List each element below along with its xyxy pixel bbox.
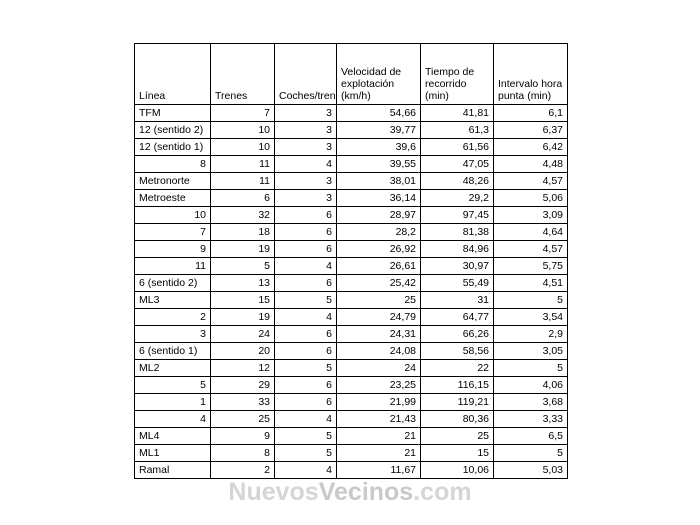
cell-coches-tren: 4 — [275, 258, 337, 275]
cell-velocidad: 36,14 — [337, 190, 421, 207]
table-row — [135, 258, 568, 275]
cell-tiempo: 30,97 — [421, 258, 494, 275]
table-header — [135, 44, 568, 105]
table-row — [135, 462, 568, 479]
table-row — [135, 326, 568, 343]
cell-linea: 10 — [135, 207, 211, 224]
cell-intervalo: 3,68 — [494, 394, 568, 411]
cell-linea: 1 — [135, 394, 211, 411]
cell-coches-tren: 6 — [275, 343, 337, 360]
cell-coches-tren: 6 — [275, 326, 337, 343]
cell-trenes: 25 — [211, 411, 275, 428]
table-row — [135, 275, 568, 292]
cell-trenes: 8 — [211, 445, 275, 462]
table-row — [135, 292, 568, 309]
cell-trenes: 2 — [211, 462, 275, 479]
cell-linea: ML1 — [135, 445, 211, 462]
cell-velocidad: 24,31 — [337, 326, 421, 343]
table-row — [135, 207, 568, 224]
cell-coches-tren: 4 — [275, 411, 337, 428]
table-row — [135, 224, 568, 241]
table-row — [135, 360, 568, 377]
cell-linea: 6 (sentido 2) — [135, 275, 211, 292]
cell-intervalo: 6,5 — [494, 428, 568, 445]
cell-intervalo: 4,06 — [494, 377, 568, 394]
cell-velocidad: 39,6 — [337, 139, 421, 156]
cell-tiempo: 58,56 — [421, 343, 494, 360]
metro-lines-table — [134, 43, 568, 479]
cell-velocidad: 23,25 — [337, 377, 421, 394]
table-row — [135, 241, 568, 258]
watermark-part1: Nuevos — [228, 478, 319, 506]
cell-tiempo: 84,96 — [421, 241, 494, 258]
table-row — [135, 105, 568, 122]
cell-trenes: 7 — [211, 105, 275, 122]
cell-trenes: 9 — [211, 428, 275, 445]
table-row — [135, 190, 568, 207]
cell-velocidad: 25,42 — [337, 275, 421, 292]
cell-trenes: 13 — [211, 275, 275, 292]
cell-tiempo: 48,26 — [421, 173, 494, 190]
cell-intervalo: 4,64 — [494, 224, 568, 241]
table-row — [135, 445, 568, 462]
cell-coches-tren: 5 — [275, 360, 337, 377]
cell-linea: 11 — [135, 258, 211, 275]
watermark-part3: .com — [413, 478, 472, 506]
table-row — [135, 309, 568, 326]
cell-trenes: 12 — [211, 360, 275, 377]
table-row — [135, 411, 568, 428]
cell-linea: 9 — [135, 241, 211, 258]
cell-tiempo: 22 — [421, 360, 494, 377]
table-row — [135, 139, 568, 156]
cell-linea: TFM — [135, 105, 211, 122]
cell-intervalo: 4,57 — [494, 173, 568, 190]
cell-tiempo: 55,49 — [421, 275, 494, 292]
cell-coches-tren: 3 — [275, 122, 337, 139]
cell-trenes: 11 — [211, 173, 275, 190]
table-row — [135, 377, 568, 394]
cell-trenes: 15 — [211, 292, 275, 309]
cell-trenes: 18 — [211, 224, 275, 241]
cell-coches-tren: 3 — [275, 190, 337, 207]
cell-intervalo: 5,75 — [494, 258, 568, 275]
cell-coches-tren: 4 — [275, 309, 337, 326]
cell-linea: 4 — [135, 411, 211, 428]
watermark-part2: Vecinos — [318, 478, 414, 506]
cell-trenes: 24 — [211, 326, 275, 343]
column-header-coches-tren: Coches/tren — [275, 44, 337, 105]
cell-tiempo: 64,77 — [421, 309, 494, 326]
column-header-intervalo-hora-punta: Intervalo hora punta (min) — [494, 44, 568, 105]
cell-velocidad: 54,66 — [337, 105, 421, 122]
cell-velocidad: 21,99 — [337, 394, 421, 411]
cell-intervalo: 4,57 — [494, 241, 568, 258]
cell-intervalo: 5,06 — [494, 190, 568, 207]
cell-intervalo: 4,48 — [494, 156, 568, 173]
table-row — [135, 428, 568, 445]
table-row — [135, 394, 568, 411]
cell-coches-tren: 5 — [275, 445, 337, 462]
cell-tiempo: 116,15 — [421, 377, 494, 394]
cell-coches-tren: 5 — [275, 428, 337, 445]
table-row — [135, 343, 568, 360]
cell-trenes: 10 — [211, 122, 275, 139]
cell-trenes: 32 — [211, 207, 275, 224]
cell-velocidad: 28,2 — [337, 224, 421, 241]
cell-intervalo: 2,9 — [494, 326, 568, 343]
cell-tiempo: 25 — [421, 428, 494, 445]
cell-tiempo: 80,36 — [421, 411, 494, 428]
cell-intervalo: 3,09 — [494, 207, 568, 224]
cell-coches-tren: 6 — [275, 224, 337, 241]
cell-coches-tren: 3 — [275, 105, 337, 122]
table-row — [135, 156, 568, 173]
cell-tiempo: 66,26 — [421, 326, 494, 343]
cell-linea: 2 — [135, 309, 211, 326]
table-row — [135, 173, 568, 190]
cell-trenes: 5 — [211, 258, 275, 275]
cell-trenes: 19 — [211, 241, 275, 258]
cell-linea: 3 — [135, 326, 211, 343]
column-header-linea: Línea — [135, 44, 211, 105]
cell-tiempo: 47,05 — [421, 156, 494, 173]
cell-coches-tren: 4 — [275, 156, 337, 173]
cell-linea: Ramal — [135, 462, 211, 479]
cell-velocidad: 38,01 — [337, 173, 421, 190]
cell-coches-tren: 4 — [275, 462, 337, 479]
cell-velocidad: 24,79 — [337, 309, 421, 326]
cell-intervalo: 6,42 — [494, 139, 568, 156]
cell-linea: ML3 — [135, 292, 211, 309]
cell-velocidad: 21 — [337, 428, 421, 445]
cell-velocidad: 21 — [337, 445, 421, 462]
cell-velocidad: 26,61 — [337, 258, 421, 275]
cell-velocidad: 28,97 — [337, 207, 421, 224]
cell-linea: 12 (sentido 1) — [135, 139, 211, 156]
cell-intervalo: 6,1 — [494, 105, 568, 122]
cell-linea: Metronorte — [135, 173, 211, 190]
cell-coches-tren: 3 — [275, 139, 337, 156]
cell-trenes: 19 — [211, 309, 275, 326]
cell-tiempo: 97,45 — [421, 207, 494, 224]
cell-linea: ML4 — [135, 428, 211, 445]
cell-velocidad: 21,43 — [337, 411, 421, 428]
cell-intervalo: 5 — [494, 445, 568, 462]
column-header-tiempo-recorrido: Tiempo de recorrido (min) — [421, 44, 494, 105]
cell-velocidad: 39,77 — [337, 122, 421, 139]
table-header-row — [135, 44, 568, 105]
cell-coches-tren: 3 — [275, 173, 337, 190]
cell-tiempo: 15 — [421, 445, 494, 462]
cell-intervalo: 5,03 — [494, 462, 568, 479]
cell-trenes: 20 — [211, 343, 275, 360]
table-body — [135, 105, 568, 479]
cell-tiempo: 61,56 — [421, 139, 494, 156]
cell-intervalo: 6,37 — [494, 122, 568, 139]
cell-intervalo: 5 — [494, 292, 568, 309]
cell-trenes: 11 — [211, 156, 275, 173]
cell-coches-tren: 6 — [275, 275, 337, 292]
cell-trenes: 29 — [211, 377, 275, 394]
watermark — [0, 478, 700, 507]
cell-trenes: 6 — [211, 190, 275, 207]
cell-coches-tren: 6 — [275, 394, 337, 411]
cell-intervalo: 3,54 — [494, 309, 568, 326]
cell-coches-tren: 6 — [275, 241, 337, 258]
cell-velocidad: 24 — [337, 360, 421, 377]
cell-linea: ML2 — [135, 360, 211, 377]
cell-tiempo: 61,3 — [421, 122, 494, 139]
cell-velocidad: 26,92 — [337, 241, 421, 258]
cell-linea: Metroeste — [135, 190, 211, 207]
cell-linea: 8 — [135, 156, 211, 173]
cell-tiempo: 41,81 — [421, 105, 494, 122]
cell-trenes: 10 — [211, 139, 275, 156]
cell-intervalo: 3,05 — [494, 343, 568, 360]
column-header-trenes: Trenes — [211, 44, 275, 105]
cell-velocidad: 39,55 — [337, 156, 421, 173]
cell-intervalo: 5 — [494, 360, 568, 377]
cell-coches-tren: 6 — [275, 207, 337, 224]
cell-linea: 12 (sentido 2) — [135, 122, 211, 139]
cell-tiempo: 10,06 — [421, 462, 494, 479]
cell-intervalo: 4,51 — [494, 275, 568, 292]
cell-velocidad: 25 — [337, 292, 421, 309]
cell-linea: 5 — [135, 377, 211, 394]
column-header-velocidad-explotacion: Velocidad de explotación (km/h) — [337, 44, 421, 105]
cell-coches-tren: 6 — [275, 377, 337, 394]
cell-coches-tren: 5 — [275, 292, 337, 309]
cell-linea: 6 (sentido 1) — [135, 343, 211, 360]
cell-velocidad: 24,08 — [337, 343, 421, 360]
cell-linea: 7 — [135, 224, 211, 241]
cell-intervalo: 3,33 — [494, 411, 568, 428]
table-row — [135, 122, 568, 139]
cell-tiempo: 81,38 — [421, 224, 494, 241]
metro-lines-table-container — [134, 43, 567, 479]
cell-tiempo: 29,2 — [421, 190, 494, 207]
cell-velocidad: 11,67 — [337, 462, 421, 479]
cell-tiempo: 119,21 — [421, 394, 494, 411]
cell-tiempo: 31 — [421, 292, 494, 309]
cell-trenes: 33 — [211, 394, 275, 411]
